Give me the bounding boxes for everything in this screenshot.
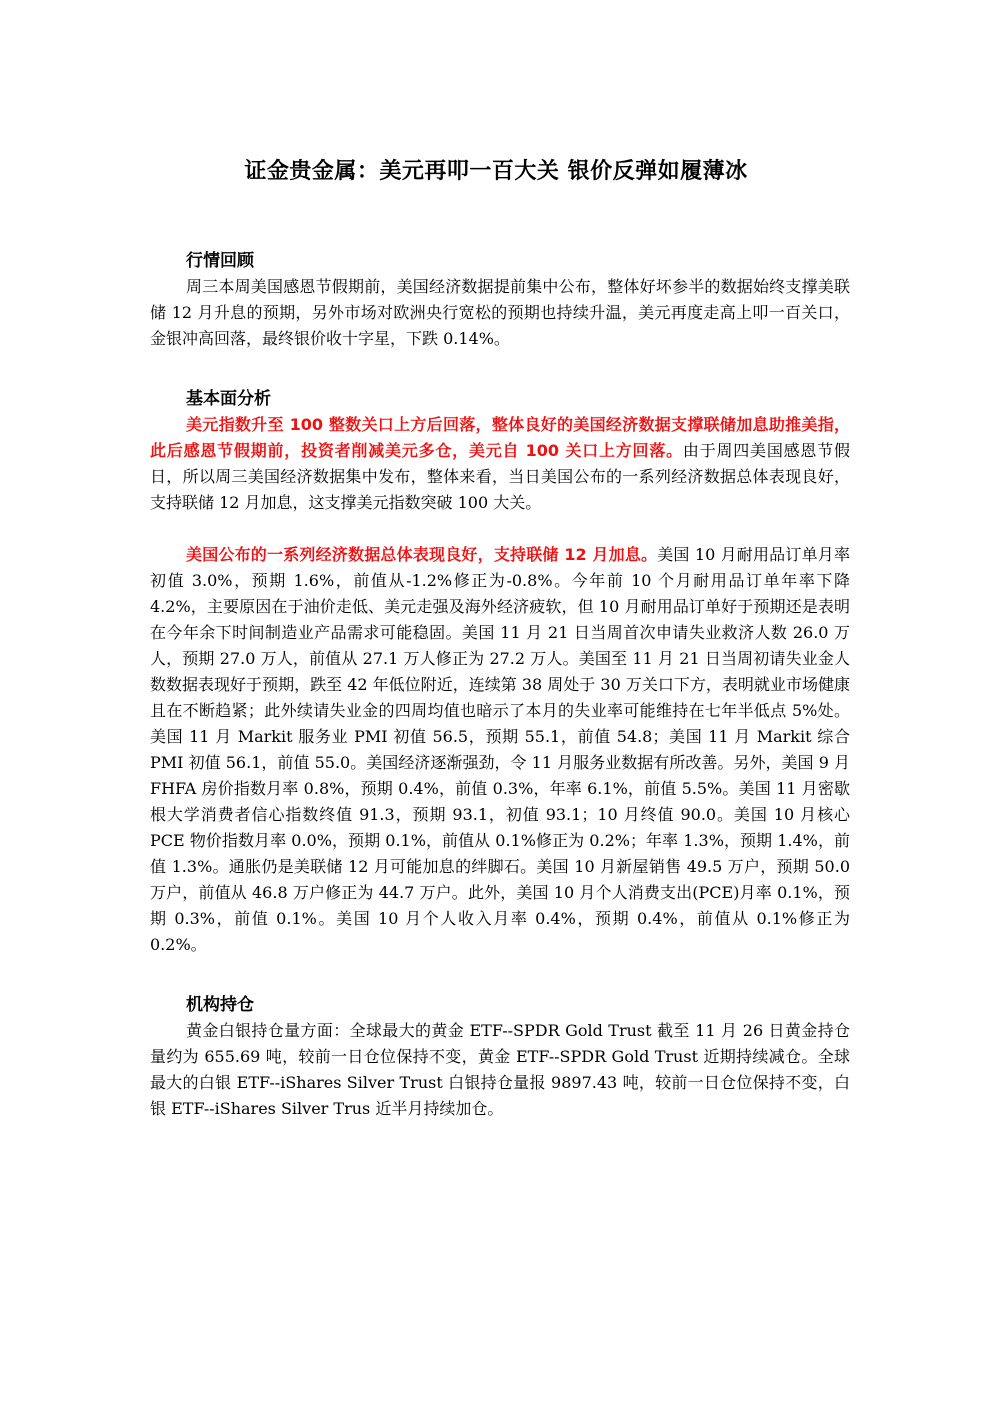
section-institutional-holdings	[150, 992, 850, 1122]
paragraph	[150, 1018, 850, 1122]
paragraph	[150, 274, 850, 352]
spacer	[150, 352, 850, 386]
section-heading: 机构持仓	[186, 995, 254, 1015]
spacer	[150, 516, 850, 542]
spacer	[150, 958, 850, 992]
paragraph	[150, 542, 850, 958]
section-heading: 基本面分析	[186, 389, 271, 409]
paragraph-text: 黄金白银持仓量方面：全球最大的黄金 ETF--SPDR Gold Trust 截至 11 月 26 日黄金持仓量约为 655.69 吨，较前一日仓位保持不变，黄金 ETF--SPDR Gold Trust 近期持续减仓。全球最大的白银 ETF--iShares Silver Trust 白银持仓量报 9897.43 吨，较前一日仓位保持不变，白银 ETF--iShares Silver Trus 近半月持续加仓。	[150, 1021, 850, 1118]
section-market-review	[150, 248, 850, 352]
paragraph-text: 周三本周美国感恩节假期前，美国经济数据提前集中公布，整体好坏参半的数据始终支撑美联储 12 月升息的预期，另外市场对欧洲央行宽松的预期也持续升温，美元再度走高上叩一百关口，金银冲高回落，最终银价收十字星，下跌 0.14%。	[150, 277, 850, 348]
section-fundamental-analysis	[150, 386, 850, 958]
paragraph-highlight: 美元指数升至 100 整数关口上方后回落，整体良好的美国经济数据支撑联储加息助推美指，此后感恩节假期前，投资者削减美元多仓，美元自 100 关口上方回落。	[150, 415, 850, 460]
paragraph-text: 由于周四美国感恩节假日，所以周三美国经济数据集中发布，整体来看，当日美国公布的一系列经济数据总体表现良好，支持联储 12 月加息，这支撑美元指数突破 100 大关。	[150, 441, 850, 512]
paragraph-highlight: 美国公布的一系列经济数据总体表现良好，支持联储 12 月加息。	[186, 545, 658, 564]
document-title: 证金贵金属：美元再叩一百大关 银价反弹如履薄冰	[244, 159, 748, 184]
document-body	[150, 248, 850, 1122]
section-heading: 行情回顾	[186, 251, 254, 271]
paragraph-text: 美国 10 月耐用品订单月率初值 3.0%，预期 1.6%，前值从-1.2%修正为-0.8%。今年前 10 个月耐用品订单年率下降 4.2%，主要原因在于油价走低、美元走强及海外经济疲软，但 10 月耐用品订单好于预期还是表明在今年余下时间制造业产品需求可能稳固。美国 11 月 21 日当周首次申请失业救济人数 26.0 万人，预期 27.0 万人，前值从 27.1 万人修正为 27.2 万人。美国至 11 月 21 日当周初请失业金人数数据表现好于预期，跌至 42 年低位附近，连续第 38 周处于 30 万关口下方，表明就业市场健康且在不断趋紧；此外续请失业金的四周均值也暗示了本月的失业率可能维持在七年半低点 5%处。美国 11 月 Markit 服务业 PMI 初值 56.5，预期 55.1，前值 54.8；美国 11 月 Markit 综合 PMI 初值 56.1，前值 55.0。美国经济逐渐强劲，令 11 月服务业数据有所改善。另外，美国 9 月 FHFA 房价指数月率 0.8%，预期 0.4%，前值 0.3%，年率 6.1%，前值 5.5%。美国 11 月密歇根大学消费者信心指数终值 91.3，预期 93.1，初值 93.1；10 月终值 90.0。美国 10 月核心 PCE 物价指数月率 0.0%，预期 0.1%，前值从 0.1%修正为 0.2%；年率 1.3%，预期 1.4%，前值 1.3%。通胀仍是美联储 12 月可能加息的绊脚石。美国 10 月新屋销售 49.5 万户，预期 50.0 万户，前值从 46.8 万户修正为 44.7 万户。此外，美国 10 月个人消费支出(PCE)月率 0.1%，预期 0.3%，前值 0.1%。美国 10 月个人收入月率 0.4%，预期 0.4%，前值从 0.1%修正为 0.2%。	[150, 545, 850, 954]
paragraph	[150, 412, 850, 516]
